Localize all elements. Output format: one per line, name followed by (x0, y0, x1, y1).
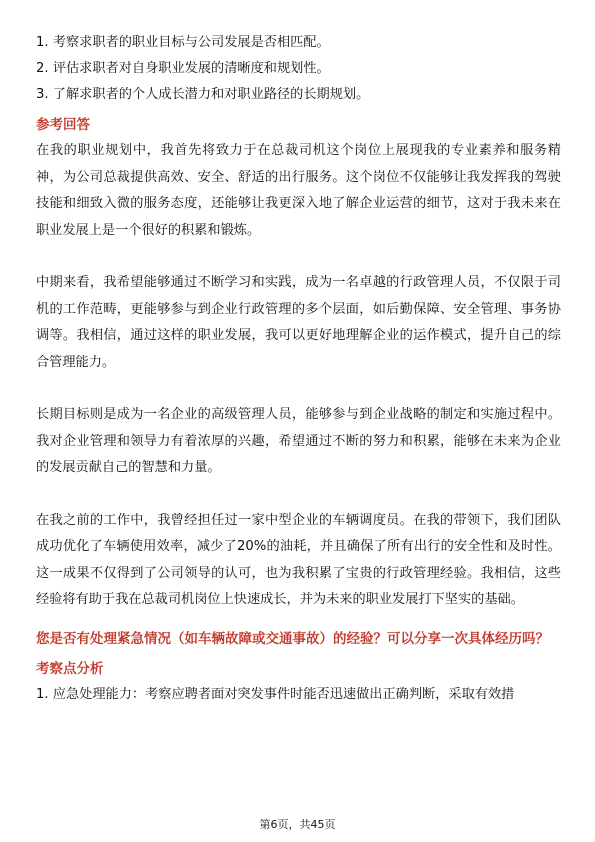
answer-heading: 参考回答 (36, 117, 90, 133)
question-heading: 您是否有处理紧急情况（如车辆故障或交通事故）的经验？可以分享一次具体经历吗？ (36, 630, 549, 647)
page-footer: 第6页，共45页 (259, 818, 336, 831)
analysis-item: 1. 应急处理能力：考察应聘者面对突发事件时能否迅速做出正确判断，采取有效措 (36, 686, 515, 702)
analysis-heading: 考察点分析 (36, 660, 104, 677)
list-item: 2. 评估求职者对自身职业发展的清晰度和规划性。 (36, 61, 330, 76)
answer-paragraph: 中期来看，我希望能够通过不断学习和实践，成为一名卓越的行政管理人员，不仅限于司机的工作范畴，更能够参与到企业行政管理的多个层面，如后勤保障、安全管理、事务协调等。我相信，通过这样的职业发展，我可以更好地理解企业的运作模式，提升自己的综合管理能力。 (36, 275, 561, 370)
answer-paragraph: 在我的职业规划中，我首先将致力于在总裁司机这个岗位上展现我的专业素养和服务精神，为公司总裁提供高效、安全、舒适的出行服务。这个岗位不仅能够让我发挥我的驾驶技能和细致入微的服务态度，还能够让我更深入地了解企业运营的细节，这对于我未来在职业发展上是一个很好的积累和锻炼。 (36, 143, 561, 238)
page-content (36, 30, 561, 708)
answer-paragraph: 在我之前的工作中，我曾经担任过一家中型企业的车辆调度员。在我的带领下，我们团队成功优化了车辆使用效率，减少了20%的油耗，并且确保了所有出行的安全性和及时性。这一成果不仅得到了公司领导的认可，也为我积累了宝贵的行政管理经验。我相信，这些经验将有助于我在总裁司机岗位上快速成长，并为未来的职业发展打下坚实的基础。 (36, 512, 561, 607)
list-item: 1. 考察求职者的职业目标与公司发展是否相匹配。 (36, 35, 330, 50)
answer-paragraph: 长期目标则是成为一名企业的高级管理人员，能够参与到企业战略的制定和实施过程中。我对企业管理和领导力有着浓厚的兴趣，希望通过不断的努力和积累，能够在未来为企业的发展贡献自己的智慧和力量。 (36, 407, 561, 475)
list-item: 3. 了解求职者的个人成长潜力和对职业路径的长期规划。 (36, 87, 370, 102)
